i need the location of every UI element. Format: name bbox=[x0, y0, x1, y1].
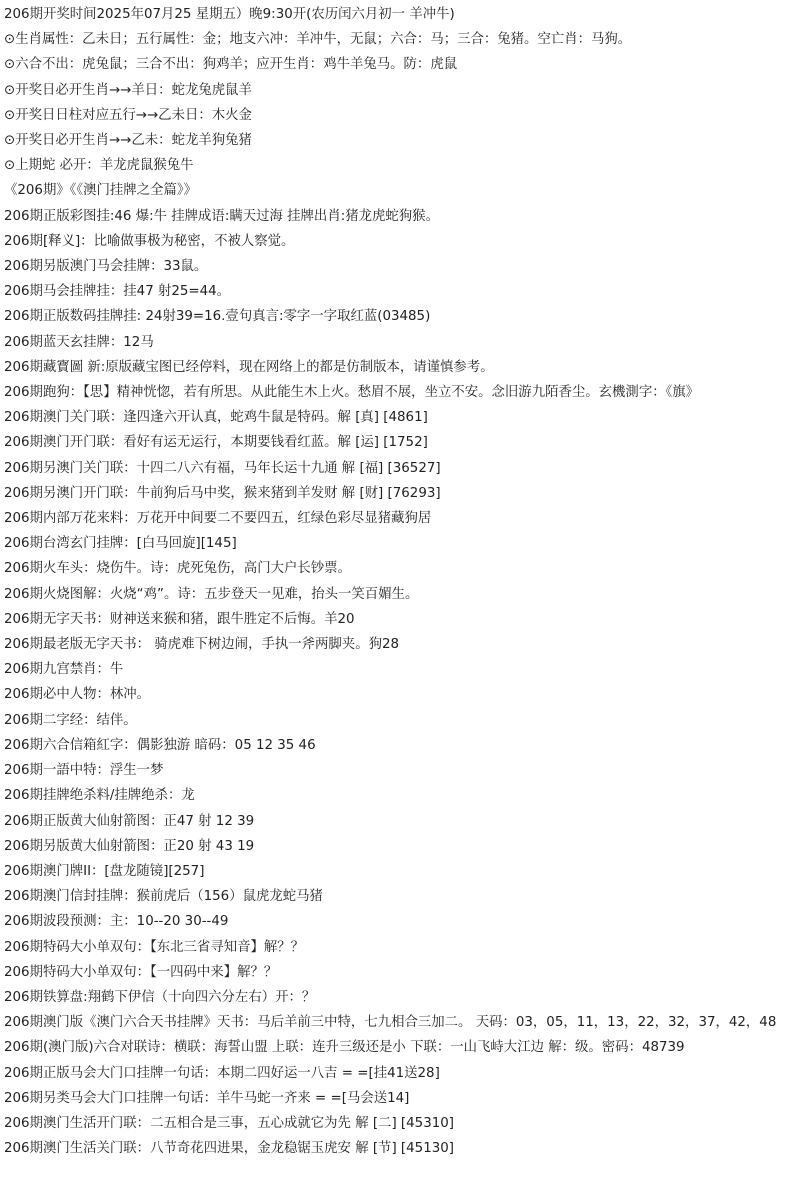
kill-line: 206期挂牌绝杀料/挂牌绝杀：龙 bbox=[4, 788, 195, 804]
heaven-book-line: 206期澳门版《澳门六合天书挂牌》天书：马后羊前三中特，七九相合三加二。 天码：03，05，11，13，22，32，37，42，48 bbox=[4, 1015, 777, 1031]
day-pillar-elements-line: ⊙开奖日日柱对应五行→→乙未日：木火金 bbox=[4, 107, 252, 123]
draw-time-line: 206期开奖时间2025年07月25 星期五）晚9:30开(农历闰六月初一 羊冲牛) bbox=[4, 7, 455, 22]
taiwan-sign-line: 206期台湾玄门挂牌：[白马回旋][145] bbox=[4, 536, 237, 552]
closing-couplet-line: 206期澳门关门联：逢四逢六开认真，蛇鸡牛鼠是特码。解 [真] [4861] bbox=[4, 410, 428, 426]
running-dog-line: 206期跑狗：【思】精神恍惚，若有所思。从此能生木上火。愁眉不展，坐立不安。念旧游九陌香尘。玄機測字：《旗》 bbox=[4, 385, 700, 401]
alt-opening-couplet-line: 206期另澳门开门联：牛前狗后马中奖，猴来猪到羊发财 解 [财] [76293] bbox=[4, 485, 441, 501]
life-closing-couplet-line: 206期澳门生活关门联：八节奇花四进果，金龙稳锯玉虎安 解 [节] [45130] bbox=[4, 1141, 454, 1157]
nine-palace-line: 206期九宫禁肖：牛 bbox=[4, 662, 124, 678]
couplet-poem-line: 206期(澳门版)六合对联诗：横联：海誓山盟 上联：连升三级还是小 下联：一山飞峙大江边 解：级。密码：48739 bbox=[4, 1040, 685, 1056]
mailbox-line: 206期六合信箱紅字：偶影独游 暗码：05 12 35 46 bbox=[4, 737, 316, 753]
archery-chart-line: 206期正版黄大仙射箭图：正47 射 12 39 bbox=[4, 813, 255, 829]
abacus-line: 206期铁算盘:翔鹤下伊信（十向四六分左右）开：？ bbox=[4, 989, 316, 1005]
opening-couplet-line: 206期澳门开门联：看好有运无运行，本期要钱看红蓝。解 [运] [1752] bbox=[4, 435, 428, 451]
section-title: 《206期》《《澳门挂牌之全篇》》 bbox=[4, 183, 197, 199]
old-wordless-book-line: 206期最老版无字天书： 骑虎难下树边闹，手执一斧两脚夹。狗28 bbox=[4, 637, 400, 653]
yiwei-zodiac-line: ⊙开奖日必开生肖→→乙未：蛇龙羊狗兔猪 bbox=[4, 133, 252, 149]
horse-club-sign-line: 206期马会挂牌挂：挂47 射25=44。 bbox=[4, 284, 231, 300]
last-period-line: ⊙上期蛇 必开：羊龙虎鼠猴兔牛 bbox=[4, 158, 194, 174]
idiom-meaning-line: 206期[释义]：比喻做事极为秘密，不被人察觉。 bbox=[4, 233, 295, 249]
size-parity-line-2: 206期特码大小单双句：【一四码中来】解？？ bbox=[4, 964, 278, 980]
zodiac-attributes-line: ⊙生肖属性：乙未日；五行属性：金；地支六冲：羊冲牛，无鼠；六合：马；三合：兔猪。空亡肖：马狗。 bbox=[4, 32, 632, 48]
envelope-sign-line: 206期澳门信封挂牌：猴前虎后（156）鼠虎龙蛇马猪 bbox=[4, 889, 323, 905]
six-harmony-line: ⊙六合不出：虎兔鼠；三合不出：狗鸡羊；应开生肖：鸡牛羊兔马。防：虎鼠 bbox=[4, 57, 458, 73]
flowers-line: 206期内部万花来料：万花开中间要二不要四五，红绿色彩尽显猪藏狗居 bbox=[4, 511, 432, 527]
wave-forecast-line: 206期波段预测：主：10--20 30--49 bbox=[4, 914, 229, 930]
treasure-map-line: 206期藏寳圖 新:原版藏宝图已经停料，现在网络上的都是仿制版本，请谨慎参考。 bbox=[4, 359, 494, 375]
size-parity-line-1: 206期特码大小单双句：【东北三省寻知音】解？？ bbox=[4, 939, 305, 955]
alt-closing-couplet-line: 206期另澳门关门联：十四二八六有福，马年长运十九通 解 [福] [36527] bbox=[4, 460, 441, 476]
sheep-day-zodiac-line: ⊙开奖日必开生肖→→羊日：蛇龙兔虎鼠羊 bbox=[4, 82, 252, 98]
two-character-line: 206期二字经：结伴。 bbox=[4, 712, 137, 728]
person-line: 206期必中人物：林冲。 bbox=[4, 687, 151, 703]
alt-gate-phrase-line: 206期另类马会大门口挂牌一句话：羊牛马蛇一齐来 = =[马会送14] bbox=[4, 1090, 410, 1106]
gate-phrase-line: 206期正版马会大门口挂牌一句话：本期二四好运一八吉 = =[挂41送28] bbox=[4, 1065, 440, 1081]
macau-sign-ii-line: 206期澳门牌II：[盘龙随镜][257] bbox=[4, 863, 205, 879]
macau-horse-club-line: 206期另版澳门马会挂牌：33鼠。 bbox=[4, 259, 208, 275]
wordless-book-line: 206期无字天书：财神送来猴和猪，跟牛胜定不后悔。羊20 bbox=[4, 611, 355, 627]
blue-sky-sign-line: 206期蓝天玄挂牌：12马 bbox=[4, 334, 154, 350]
alt-archery-chart-line: 206期另版黄大仙射箭图：正20 射 43 19 bbox=[4, 838, 255, 854]
life-opening-couplet-line: 206期澳门生活开门联：二五相合是三事，五心成就它为先 解 [二] [45310] bbox=[4, 1115, 454, 1131]
color-chart-line: 206期正版彩图挂:46 爆:牛 挂牌成语:瞒天过海 挂牌出肖:猪龙虎蛇狗猴。 bbox=[4, 208, 439, 224]
train-head-line: 206期火车头：烧伤牛。诗：虎死兔伤，高门大户长钞票。 bbox=[4, 561, 351, 577]
digital-sign-line: 206期正版数码挂牌挂: 24射39=16.壹句真言:零字一字取红蓝(03485) bbox=[4, 309, 431, 325]
fire-chart-line: 206期火烧图解：火烧“鸡”。诗：五步登天一见难，抬头一笑百媚生。 bbox=[4, 586, 419, 602]
one-phrase-line: 206期一語中特：浮生一梦 bbox=[4, 763, 164, 779]
